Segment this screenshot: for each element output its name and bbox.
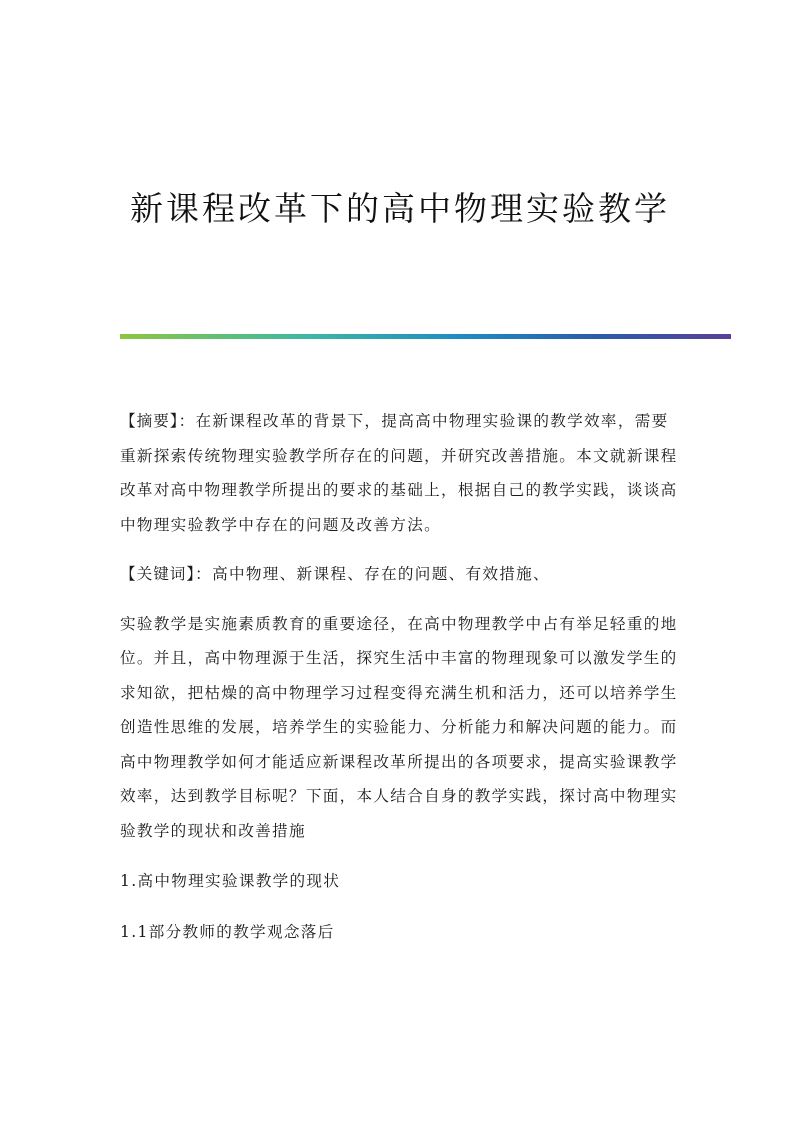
section-heading-1: 1.高中物理实验课教学的现状 [120,872,341,890]
section-heading-1-1: 1.1部分教师的教学观念落后 [120,922,335,941]
intro-paragraph: 实验教学是实施素质教育的重要途径，在高中物理教学中占有举足轻重的地位。并且，高中物理源于生活，探究生活中丰富的物理现象可以激发学生的求知欲，把枯燥的高中物理学习过程变得充满生机和活力，还可以培养学生创造性思维的发展，培养学生的实验能力、分析能力和解决问题的能力。而高中物理教学如何才能适应新课程改革所提出的各项要求，提高实验课教学效率，达到教学目标呢？下面，本人结合自身的教学实践，探讨高中物理实验教学的现状和改善措施 [120,614,678,840]
keywords-separator: ： [195,565,213,583]
abstract-text: 在新课程改革的背景下，提高高中物理实验课的教学效率，需要重新探索传统物理实验教学所存在的问题，并研究改善措施。本文就新课程改革对高中物理教学所提出的要求的基础上，根据自己的教学实践，谈谈高中物理实验教学中存在的问题及改善方法。 [120,412,678,534]
title-divider [120,334,731,339]
keywords-text: 高中物理、新课程、存在的问题、有效措施、 [212,565,550,583]
page-title: 新课程改革下的高中物理实验教学 [130,189,670,228]
keywords-paragraph [120,557,680,592]
abstract-label: 【摘要】 [120,412,179,430]
abstract-separator: ： [178,412,196,430]
document-body [120,404,680,949]
keywords-label: 【关键词】 [120,565,196,583]
abstract-paragraph [120,404,680,542]
